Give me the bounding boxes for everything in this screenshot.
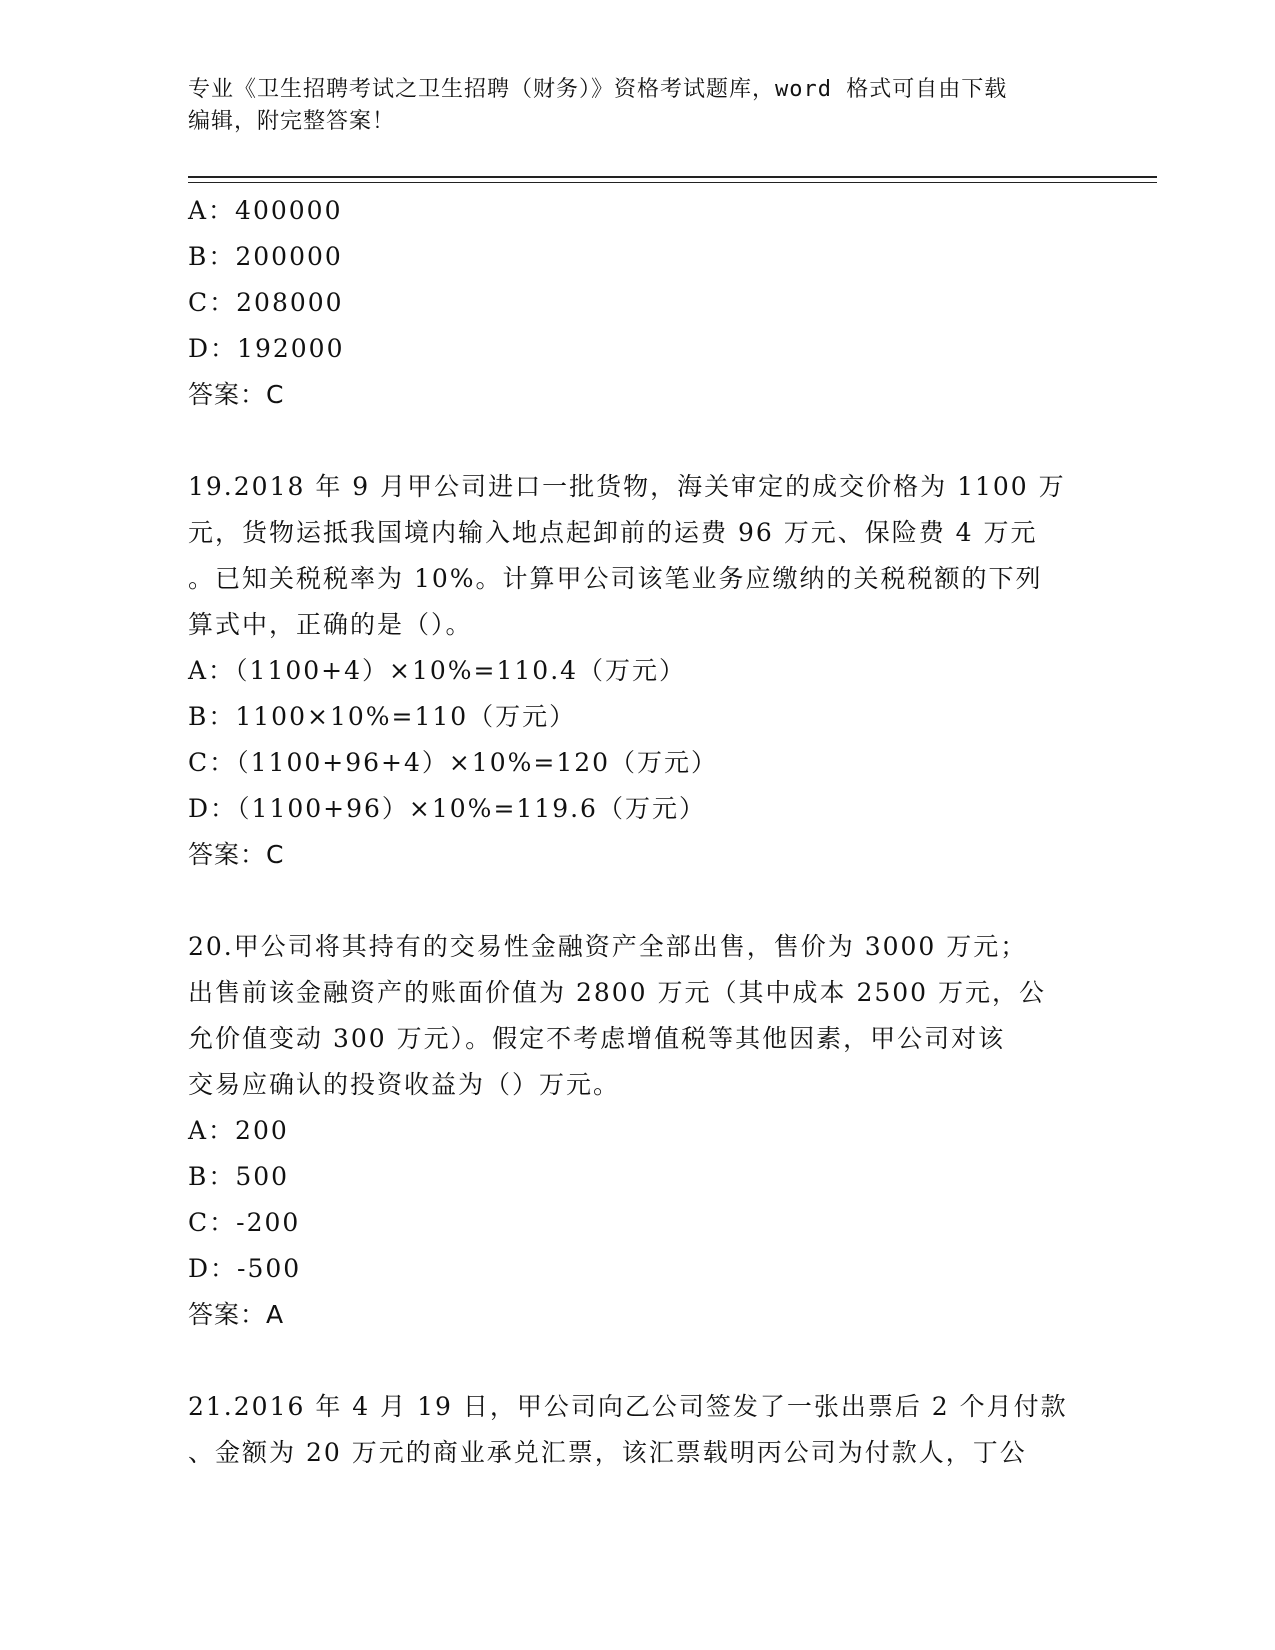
option-d: D：192000 [188, 334, 345, 363]
question-stem-line: 。已知关税税率为 10%。计算甲公司该笔业务应缴纳的关税税额的下列 [188, 564, 1043, 593]
option-c: C：-200 [188, 1208, 301, 1237]
question-stem-line: 交易应确认的投资收益为（）万元。 [188, 1070, 621, 1099]
question-stem-line: 、金额为 20 万元的商业承兑汇票，该汇票载明丙公司为付款人，丁公 [188, 1438, 1027, 1467]
header-line-1: 专业《卫生招聘考试之卫生招聘（财务）》资格考试题库，word 格式可自由下载 [188, 77, 1008, 102]
option-c: C：208000 [188, 288, 344, 317]
question-stem-line: 允价值变动 300 万元）。假定不考虑增值税等其他因素，甲公司对该 [188, 1024, 1006, 1053]
question-stem-line: 20.甲公司将其持有的交易性金融资产全部出售，售价为 3000 万元； [188, 932, 1028, 961]
header-rule-thin [188, 182, 1157, 183]
answer: 答案：C [188, 840, 285, 869]
question-19 [188, 464, 1088, 878]
question-18 [188, 188, 1088, 418]
option-a: A：（1100+4）×10%=110.4（万元） [188, 656, 687, 685]
question-stem-line: 19.2018 年 9 月甲公司进口一批货物，海关审定的成交价格为 1100 万 [188, 472, 1066, 501]
question-stem-line: 元，货物运抵我国境内输入地点起卸前的运费 96 万元、保险费 4 万元 [188, 518, 1038, 547]
header-line-2: 编辑，附完整答案！ [188, 109, 396, 134]
question-stem-line: 出售前该金融资产的账面价值为 2800 万元（其中成本 2500 万元，公 [188, 978, 1047, 1007]
option-a: A：200 [188, 1116, 289, 1145]
question-stem-line: 算式中，正确的是（）。 [188, 610, 473, 639]
page-header [188, 74, 1088, 138]
answer: 答案：A [188, 1300, 285, 1329]
header-rule-thick [188, 176, 1157, 178]
answer: 答案：C [188, 380, 285, 409]
option-b: B：200000 [188, 242, 343, 271]
option-a: A：400000 [188, 196, 343, 225]
question-stem-line: 21.2016 年 4 月 19 日，甲公司向乙公司签发了一张出票后 2 个月付款 [188, 1392, 1068, 1421]
option-d: D：（1100+96）×10%=119.6（万元） [188, 794, 706, 823]
option-b: B：1100×10%=110（万元） [188, 702, 577, 731]
question-21 [188, 1384, 1088, 1476]
option-b: B：500 [188, 1162, 290, 1191]
option-d: D：-500 [188, 1254, 302, 1283]
question-content [188, 188, 1088, 1476]
question-20 [188, 924, 1088, 1338]
option-c: C：（1100+96+4）×10%=120（万元） [188, 748, 719, 777]
